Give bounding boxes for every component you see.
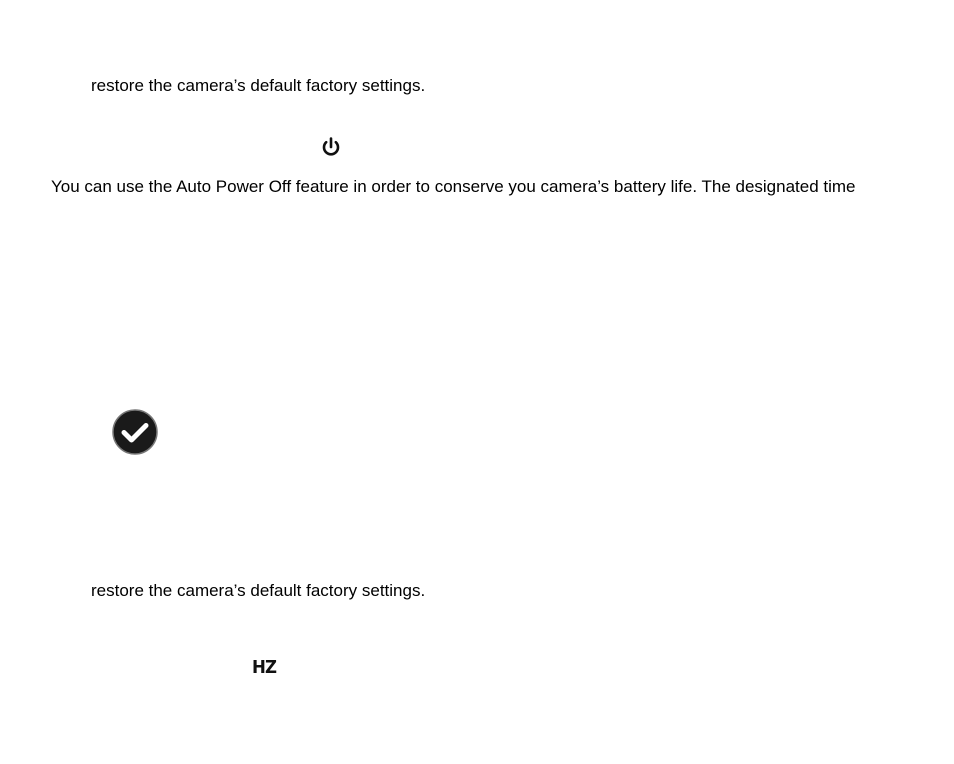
hz-icon: HZ bbox=[252, 657, 277, 678]
power-icon bbox=[320, 136, 342, 158]
body-text-line: You can use the Auto Power Off feature in order to conserve you camera’s battery life. The designated time bbox=[51, 177, 856, 196]
body-text-line: restore the camera’s default factory settings. bbox=[91, 76, 426, 95]
body-text-line: restore the camera’s default factory settings. bbox=[91, 581, 426, 600]
checkmark-circle-icon bbox=[111, 408, 159, 456]
